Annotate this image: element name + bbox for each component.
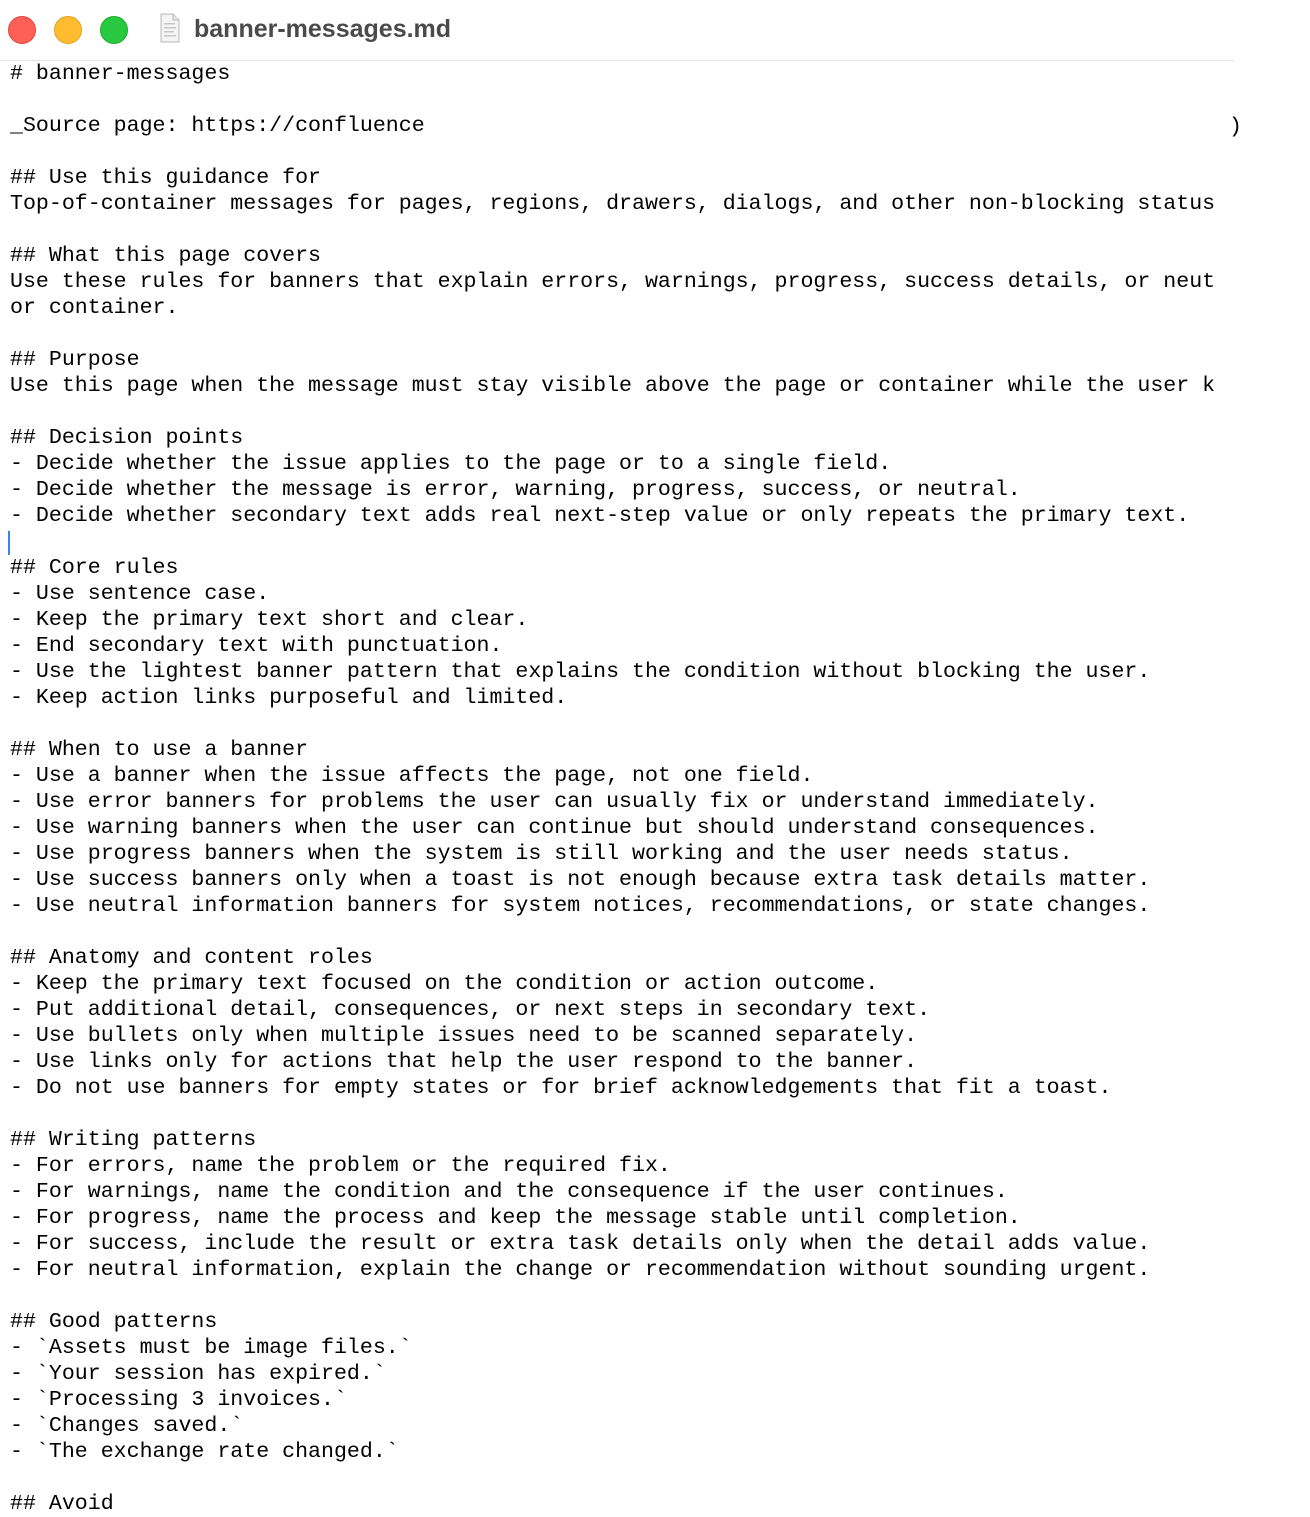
- text-line[interactable]: [10, 399, 1310, 425]
- text-line[interactable]: - Use progress banners when the system is still working and the user needs status.: [10, 842, 1073, 866]
- text-line[interactable]: ## Purpose: [10, 348, 140, 372]
- text-line[interactable]: - Use bullets only when multiple issues need to be scanned separately.: [10, 1024, 918, 1048]
- text-line[interactable]: - Decide whether secondary text adds real next-step value or only repeats the primary text.: [10, 504, 1190, 528]
- text-line[interactable]: - `The exchange rate changed.`: [10, 1440, 399, 1464]
- text-line[interactable]: - `Assets must be image files.`: [10, 1336, 412, 1360]
- text-editing-area[interactable]: [0, 61, 1242, 1516]
- text-line[interactable]: ## Core rules: [10, 556, 179, 580]
- text-line[interactable]: - Keep the primary text short and clear.: [10, 608, 529, 632]
- text-line[interactable]: - For success, include the result or extra task details only when the detail adds value.: [10, 1232, 1151, 1256]
- text-line[interactable]: ## Writing patterns: [10, 1128, 257, 1152]
- text-line[interactable]: - `Your session has expired.`: [10, 1362, 386, 1386]
- text-line[interactable]: - Do not use banners for empty states or for brief acknowledgements that fit a toast.: [10, 1076, 1112, 1100]
- text-line[interactable]: [10, 1283, 1310, 1309]
- text-line[interactable]: - Decide whether the message is error, warning, progress, success, or neutral.: [10, 478, 1021, 502]
- text-line[interactable]: - For warnings, name the condition and the consequence if the user continues.: [10, 1180, 1008, 1204]
- text-line[interactable]: ## What this page covers: [10, 244, 322, 268]
- text-line[interactable]: _Source page: https://confluence: [10, 114, 425, 138]
- text-line[interactable]: - Put additional detail, consequences, or next steps in secondary text.: [10, 998, 931, 1022]
- text-line[interactable]: ## When to use a banner: [10, 738, 309, 762]
- text-line[interactable]: [10, 529, 1310, 555]
- text-line[interactable]: Top-of-container messages for pages, regions, drawers, dialogs, and other non-blocking status: [10, 192, 1216, 216]
- text-line[interactable]: ## Anatomy and content roles: [10, 946, 373, 970]
- text-line[interactable]: - Use sentence case.: [10, 582, 270, 606]
- text-line[interactable]: - `Changes saved.`: [10, 1414, 244, 1438]
- text-line[interactable]: - For progress, name the process and keep the message stable until completion.: [10, 1206, 1021, 1230]
- text-line[interactable]: [10, 1101, 1310, 1127]
- text-line[interactable]: - Use links only for actions that help the user respond to the banner.: [10, 1050, 918, 1074]
- text-line[interactable]: - Use a banner when the issue affects the page, not one field.: [10, 764, 814, 788]
- text-cursor: [8, 531, 10, 555]
- text-line[interactable]: - Use error banners for problems the user can usually fix or understand immediately.: [10, 790, 1099, 814]
- close-window-button[interactable]: [8, 16, 36, 44]
- text-line[interactable]: - Use neutral information banners for system notices, recommendations, or state changes.: [10, 894, 1151, 918]
- text-line[interactable]: - `Processing 3 invoices.`: [10, 1388, 347, 1412]
- text-line[interactable]: - Decide whether the issue applies to the page or to a single field.: [10, 452, 892, 476]
- text-line[interactable]: - Use the lightest banner pattern that explains the condition without blocking the user.: [10, 660, 1151, 684]
- text-line[interactable]: - Use success banners only when a toast is not enough because extra task details matter.: [10, 868, 1151, 892]
- document-text[interactable]: [10, 61, 1310, 1517]
- minimize-window-button[interactable]: [54, 16, 82, 44]
- text-line[interactable]: or container.: [10, 296, 179, 320]
- window-title: banner-messages.md: [194, 15, 452, 43]
- text-line[interactable]: - End secondary text with punctuation.: [10, 634, 503, 658]
- text-line[interactable]: [10, 919, 1310, 945]
- text-line[interactable]: Use this page when the message must stay visible above the page or container while the user k: [10, 374, 1216, 398]
- title-bar: [0, 0, 1234, 61]
- text-line[interactable]: - For neutral information, explain the change or recommendation without sounding urgent.: [10, 1258, 1151, 1282]
- text-line[interactable]: ## Decision points: [10, 426, 244, 450]
- text-line[interactable]: ## Good patterns: [10, 1310, 218, 1334]
- text-line[interactable]: Use these rules for banners that explain errors, warnings, progress, success details, or neut: [10, 270, 1216, 294]
- document-icon: [160, 13, 180, 43]
- text-line[interactable]: [10, 217, 1310, 243]
- text-line[interactable]: [10, 1465, 1310, 1491]
- text-line[interactable]: [10, 711, 1310, 737]
- text-line[interactable]: - Keep action links purposeful and limited.: [10, 686, 568, 710]
- text-line[interactable]: ## Avoid: [10, 1492, 114, 1516]
- clipped-glyph: ): [1229, 115, 1242, 139]
- text-line[interactable]: [10, 139, 1310, 165]
- text-line[interactable]: - Use warning banners when the user can continue but should understand consequences.: [10, 816, 1099, 840]
- text-line[interactable]: [10, 87, 1310, 113]
- zoom-window-button[interactable]: [100, 16, 128, 44]
- text-line[interactable]: # banner-messages: [10, 62, 231, 86]
- text-line[interactable]: - For errors, name the problem or the required fix.: [10, 1154, 671, 1178]
- text-line[interactable]: ## Use this guidance for: [10, 166, 322, 190]
- text-line[interactable]: [10, 321, 1310, 347]
- text-line[interactable]: - Keep the primary text focused on the condition or action outcome.: [10, 972, 879, 996]
